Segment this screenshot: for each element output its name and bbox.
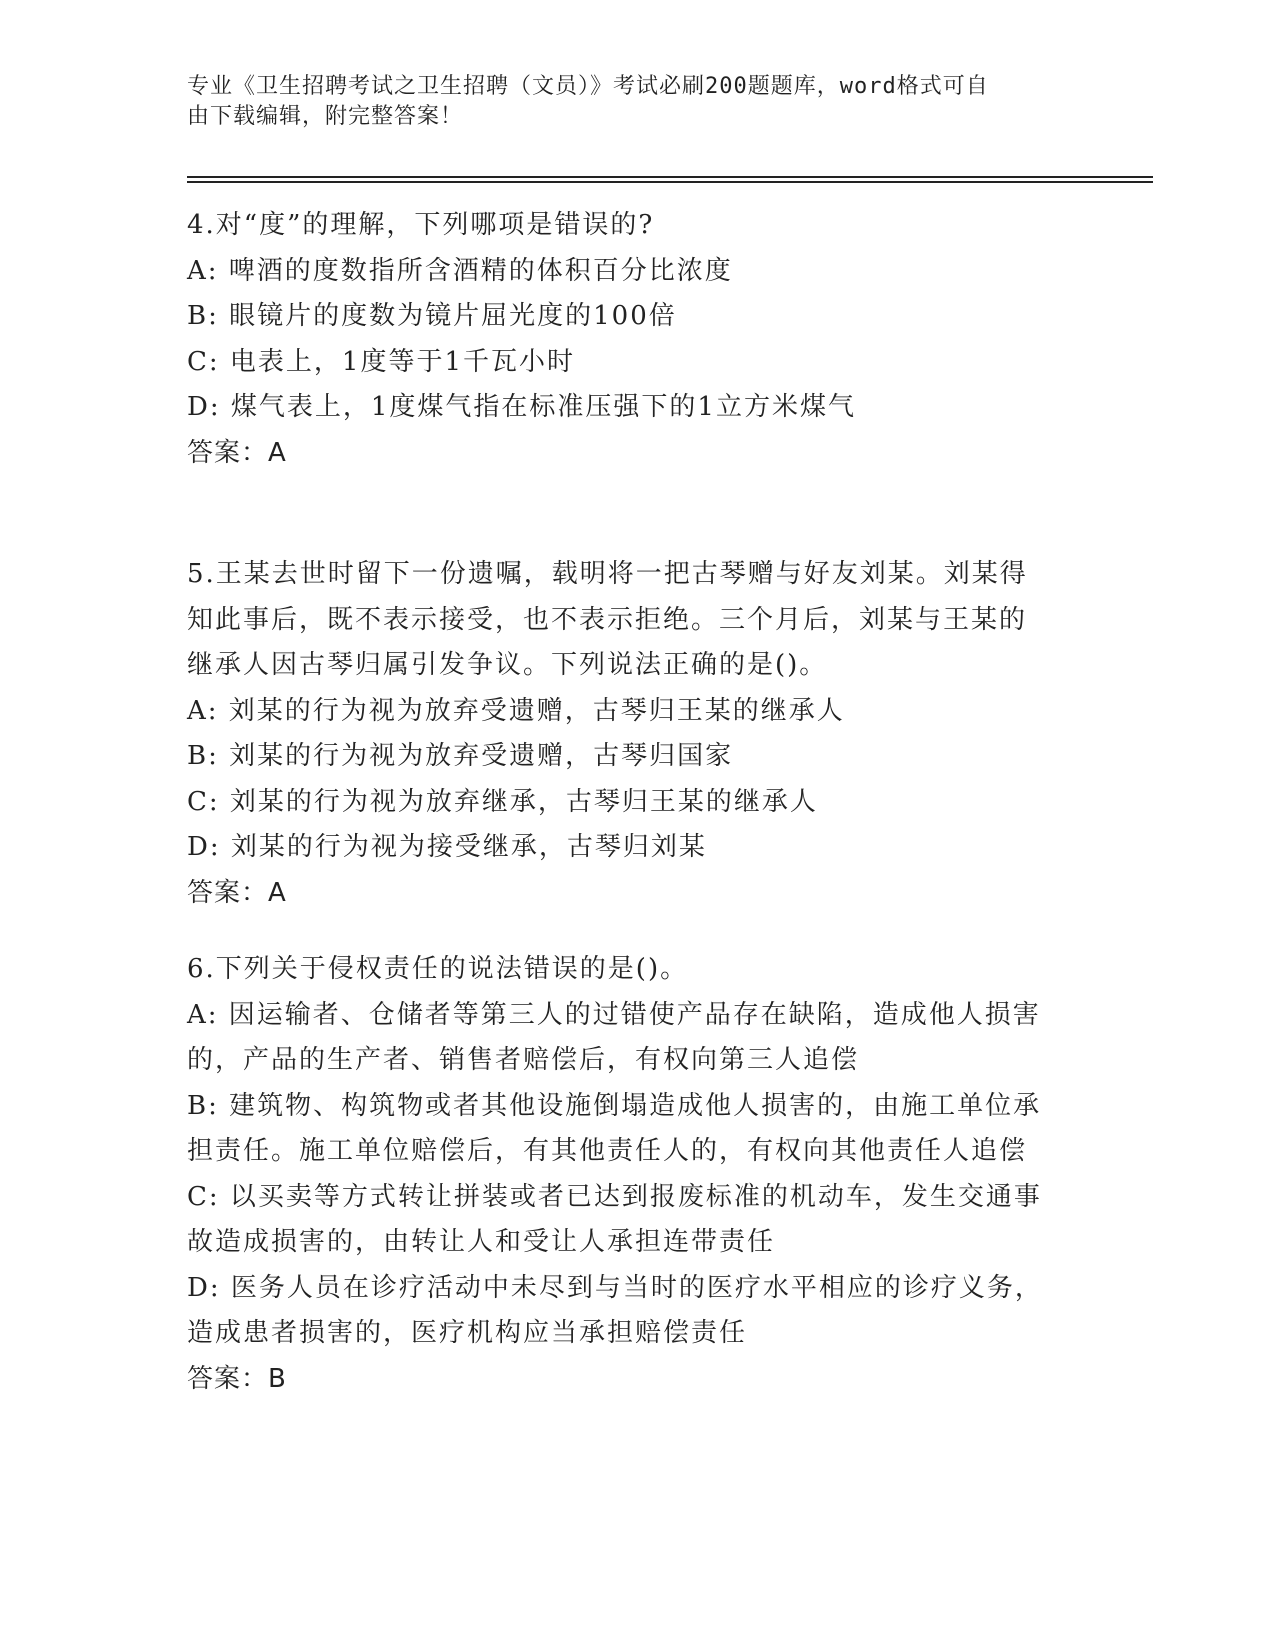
- question-5: [187, 552, 1087, 916]
- option-a: A: 啤酒的度数指所含酒精的体积百分比浓度: [187, 255, 733, 286]
- option-a-line-1: A: 因运输者、仓储者等第三人的过错使产品存在缺陷，造成他人损害: [187, 999, 1041, 1030]
- option-b-line-1: B: 建筑物、构筑物或者其他设施倒塌造成他人损害的，由施工单位承: [187, 1090, 1042, 1121]
- question-stem: 6.下列关于侵权责任的说法错误的是()。: [187, 954, 689, 984]
- option-c: C: 电表上，1度等于1千瓦小时: [187, 346, 576, 377]
- header-divider-top: [187, 176, 1153, 178]
- header-line-2: 由下载编辑，附完整答案！: [187, 104, 464, 129]
- option-c-line-2: 故造成损害的，由转让人和受让人承担连带责任: [187, 1227, 776, 1257]
- answer: 答案：A: [187, 437, 287, 468]
- question-6: [187, 947, 1087, 1402]
- question-4: [187, 203, 1087, 476]
- option-a: A: 刘某的行为视为放弃受遗赠，古琴归王某的继承人: [187, 695, 845, 726]
- header-divider-bottom: [187, 181, 1153, 183]
- option-d: D: 煤气表上，1度煤气指在标准压强下的1立方米煤气: [187, 392, 856, 422]
- option-c: C: 刘某的行为视为放弃继承，古琴归王某的继承人: [187, 786, 818, 817]
- option-a-line-2: 的，产品的生产者、销售者赔偿后，有权向第三人追偿: [187, 1045, 860, 1075]
- question-stem-line-1: 5.王某去世时留下一份遗嘱，载明将一把古琴赠与好友刘某。刘某得: [187, 559, 1028, 589]
- document-header: [187, 72, 1067, 132]
- answer: 答案：B: [187, 1363, 287, 1394]
- answer: 答案：A: [187, 877, 287, 908]
- question-stem-line-2: 知此事后，既不表示接受，也不表示拒绝。三个月后，刘某与王某的: [187, 604, 1028, 635]
- question-stem-line-3: 继承人因古琴归属引发争议。下列说法正确的是()。: [187, 650, 828, 680]
- option-d-line-2: 造成患者损害的，医疗机构应当承担赔偿责任: [187, 1318, 748, 1348]
- header-line-1: 专业《卫生招聘考试之卫生招聘（文员）》考试必刷200题题库，word格式可自: [187, 74, 989, 99]
- option-d-line-1: D: 医务人员在诊疗活动中未尽到与当时的医疗水平相应的诊疗义务，: [187, 1272, 1043, 1303]
- question-stem: 4.对“度”的理解，下列哪项是错误的?: [187, 210, 655, 240]
- option-b-line-2: 担责任。施工单位赔偿后，有其他责任人的，有权向其他责任人追偿: [187, 1136, 1028, 1166]
- option-d: D: 刘某的行为视为接受继承，古琴归刘某: [187, 832, 707, 862]
- option-b: B: 刘某的行为视为放弃受遗赠，古琴归国家: [187, 741, 734, 771]
- option-b: B: 眼镜片的度数为镜片屈光度的100倍: [187, 301, 677, 331]
- option-c-line-1: C: 以买卖等方式转让拼装或者已达到报废标准的机动车，发生交通事: [187, 1181, 1042, 1212]
